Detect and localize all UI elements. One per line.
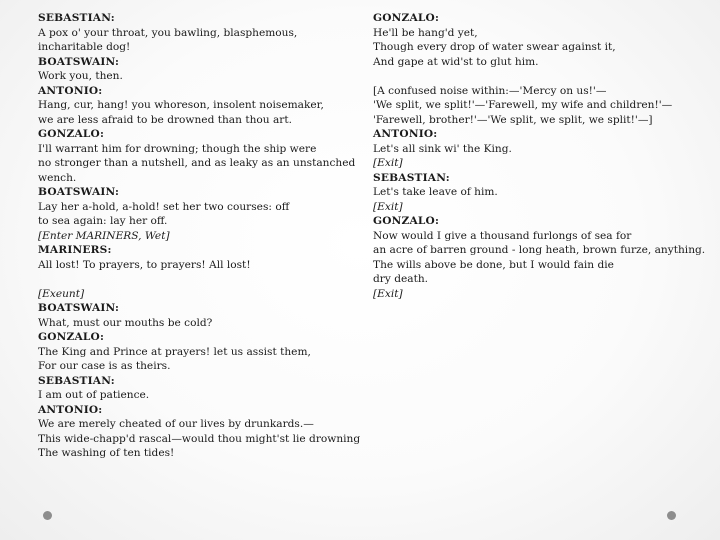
right-script-column [373, 11, 708, 301]
dialogue-line: What, must our mouths be cold? [38, 316, 213, 329]
slide-bullet-right [667, 511, 676, 520]
dialogue-line: All lost! To prayers, to prayers! All lost! [38, 258, 251, 271]
dialogue-line: an acre of barren ground - long heath, brown furze, anything. [373, 244, 706, 256]
speaker-name: ANTONIO: [38, 403, 103, 416]
speaker-name: BOATSWAIN: [38, 186, 120, 198]
dialogue-line: I am out of patience. [38, 389, 150, 401]
slide-bullet-left [43, 511, 52, 520]
speaker-name: BOATSWAIN: [38, 55, 120, 68]
stage-direction: [Exit] [373, 157, 403, 169]
dialogue-line: to sea again: lay her off. [38, 215, 168, 227]
dialogue-line: Let's all sink wi' the King. [373, 142, 512, 155]
dialogue-line: A pox o' your throat, you bawling, blasphemous, [38, 26, 298, 39]
dialogue-line: dry death. [373, 273, 429, 285]
stage-direction: [Enter MARINERS, Wet] [38, 229, 170, 242]
dialogue-line: I'll warrant him for drowning; though the ship were [38, 142, 317, 155]
dialogue-line: [A confused noise within:—'Mercy on us!'— [373, 84, 607, 97]
speaker-name: GONZALO: [373, 215, 440, 227]
stage-direction: [Exeunt] [38, 287, 85, 300]
dialogue-line: Lay her a-hold, a-hold! set her two courses: off [38, 200, 290, 213]
dialogue-line: The washing of ten tides! [38, 447, 175, 459]
dialogue-line: no stronger than a nutshell, and as leaky as an unstanched [38, 157, 356, 169]
line-gap [38, 272, 368, 287]
dialogue-line: We are merely cheated of our lives by drunkards.— [38, 418, 314, 430]
speaker-name: GONZALO: [373, 12, 440, 24]
dialogue-line: Now would I give a thousand furlongs of sea for [373, 229, 632, 242]
line-gap [373, 69, 708, 84]
dialogue-line: Though every drop of water swear against it, [373, 41, 616, 53]
left-script-column [38, 11, 368, 461]
dialogue-line: For our case is as theirs. [38, 360, 171, 372]
speaker-name: SEBASTIAN: [373, 171, 450, 184]
speaker-name: ANTONIO: [38, 84, 103, 97]
dialogue-line: Let's take leave of him. [373, 186, 498, 198]
speaker-name: GONZALO: [38, 331, 105, 343]
dialogue-line: Work you, then. [38, 70, 123, 82]
dialogue-line: The wills above be done, but I would fain die [373, 258, 614, 271]
dialogue-line: And gape at wid'st to glut him. [373, 55, 539, 68]
stage-direction: [Exit] [373, 287, 403, 300]
dialogue-line: incharitable dog! [38, 41, 131, 53]
dialogue-line: we are less afraid to be drowned than thou art. [38, 113, 292, 126]
dialogue-line: The King and Prince at prayers! let us assist them, [38, 345, 311, 358]
dialogue-line: This wide-chapp'd rascal—would thou might'st lie drowning [38, 432, 361, 445]
dialogue-line: Hang, cur, hang! you whoreson, insolent noisemaker, [38, 99, 324, 111]
dialogue-line: wench. [38, 171, 77, 184]
speaker-name: GONZALO: [38, 128, 105, 140]
dialogue-line: He'll be hang'd yet, [373, 26, 478, 39]
speaker-name: SEBASTIAN: [38, 12, 115, 24]
speaker-name: MARINERS: [38, 244, 112, 256]
speaker-name: SEBASTIAN: [38, 374, 115, 387]
speaker-name: BOATSWAIN: [38, 302, 120, 314]
dialogue-line: 'We split, we split!'—'Farewell, my wife and children!'— [373, 99, 673, 111]
stage-direction: [Exit] [373, 200, 403, 213]
dialogue-line: 'Farewell, brother!'—'We split, we split, we split!'—] [373, 113, 653, 126]
speaker-name: ANTONIO: [373, 128, 438, 140]
